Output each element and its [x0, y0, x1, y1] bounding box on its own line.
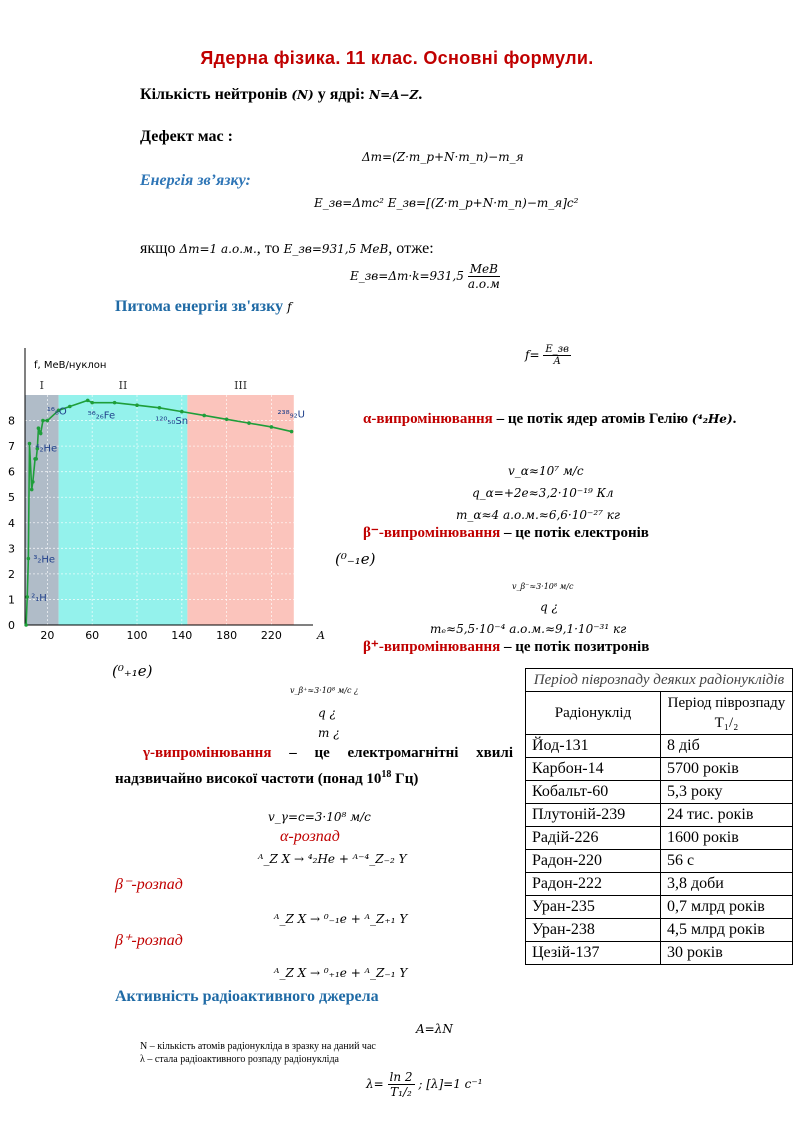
specific-label-text: Питома енергія зв'язку [115, 298, 284, 315]
energy-k-num: MeB [469, 262, 498, 276]
if-suffix: , отже: [388, 240, 434, 257]
nuclide-cell: Йод-131 [526, 735, 661, 758]
chart-point [290, 430, 294, 434]
gamma-paragraph [115, 742, 513, 790]
table-row [526, 804, 793, 827]
beta-plus-text: – це потік позитронів [500, 639, 650, 655]
alpha-decay-eq: ᴬ_Z X → ⁴₂He + ᴬ⁻⁴_Z₋₂ Y [258, 852, 407, 866]
table-header-row [526, 692, 793, 735]
chart-point [31, 480, 35, 484]
beta-plus-velocity: v_β⁺≈3·10⁸ м/с ¿ [290, 686, 359, 695]
chart-x-tick: 140 [171, 629, 193, 642]
gamma-name: γ-випромінювання [143, 745, 272, 761]
alpha-name: α-випромінювання [363, 411, 493, 427]
alpha-paragraph: α-випромінювання – це потік ядер атомів Гелію (⁴₂He). [363, 411, 737, 427]
beta-minus-charge: q ¿ [540, 600, 558, 614]
header-period: Період піврозпаду T₁/₂ [661, 692, 793, 735]
lambda-num: ln 2 [389, 1070, 413, 1084]
if-mid: , то [256, 240, 280, 257]
table-caption: Період піврозпаду деяких радіонуклідів [526, 669, 793, 692]
chart-point [180, 410, 184, 414]
chart-y-tick: 2 [8, 567, 15, 581]
chart-point [25, 595, 29, 599]
activity-note-n: N – кількість атомів радіонукліда в зразку на даний час [140, 1041, 376, 1052]
if-cond: Δm=1 а.о.м. [179, 242, 257, 256]
alpha-nucleus: (⁴₂He) [691, 412, 733, 426]
period-cell: 3,8 доби [661, 873, 793, 896]
chart-point [225, 417, 229, 421]
beta-plus-mass: m ¿ [318, 726, 340, 740]
chart-annotation: ²₁H [31, 592, 47, 604]
table-row [526, 850, 793, 873]
nuclide-cell: Радон-222 [526, 873, 661, 896]
beta-plus-paragraph [335, 636, 738, 658]
chart-region-label: II [118, 379, 128, 392]
beta-minus-velocity: v_β⁻≈3·10⁸ м/с [512, 582, 574, 591]
chart-point [135, 403, 139, 407]
beta-minus-mass: mₑ≈5,5·10⁻⁴ а.о.м.≈9,1·10⁻³¹ кг [430, 622, 627, 636]
chart-annotation: ⁵⁶₂₆Fe [87, 410, 116, 422]
neutrons-label2: у ядрі: [313, 86, 366, 103]
neutrons-formula: N=A−Z [369, 88, 419, 102]
alpha-text: – це потік ядер атомів Гелію [492, 411, 692, 427]
chart-y-tick: 4 [8, 516, 15, 530]
table-row [526, 896, 793, 919]
chart-y-tick: 0 [8, 619, 15, 632]
energy-k-den: а.о.м [467, 277, 500, 291]
chart-annotation: ⁴₂He [35, 443, 58, 455]
chart-annotation: ²³⁸₉₂U [277, 409, 305, 421]
chart-point [30, 488, 34, 492]
period-cell: 30 років [661, 942, 793, 965]
half-life-table [525, 668, 793, 965]
chart-y-tick: 5 [8, 491, 15, 505]
period-cell: 5700 років [661, 758, 793, 781]
activity-note-lambda: λ – стала радіоактивного розпаду радіонукліда [140, 1054, 339, 1065]
chart-point [90, 401, 94, 405]
nuclide-cell: Плутоній-239 [526, 804, 661, 827]
period-cell: 1600 років [661, 827, 793, 850]
chart-point [46, 419, 50, 423]
chart-point [86, 399, 90, 403]
chart-y-tick: 8 [8, 414, 15, 428]
chart-y-tick: 1 [8, 593, 15, 607]
chart-annotation: ³₂He [33, 554, 56, 566]
binding-energy-chart [0, 340, 340, 650]
table-row [526, 827, 793, 850]
period-cell: 24 тис. років [661, 804, 793, 827]
period-cell: 0,7 млрд років [661, 896, 793, 919]
energy-k-formula [350, 262, 500, 291]
lambda-formula [366, 1070, 483, 1099]
beta-plus-decay-label: β⁺-розпад [115, 932, 183, 949]
binding-energy-label: Енергія зв’язку: [140, 172, 251, 189]
lambda-lhs: λ= [366, 1077, 384, 1091]
chart-x-tick: 60 [85, 629, 100, 642]
if-line [140, 240, 434, 258]
specific-den: A [553, 356, 561, 367]
lambda-den: T₁/₂ [390, 1085, 412, 1099]
nuclide-cell: Кобальт-60 [526, 781, 661, 804]
nuclide-cell: Карбон-14 [526, 758, 661, 781]
chart-y-tick: 7 [8, 440, 15, 454]
table-row [526, 781, 793, 804]
beta-minus-particle: (⁰₋₁e) [335, 550, 376, 568]
header-nuclide: Радіонуклід [526, 692, 661, 735]
chart-point [68, 405, 72, 409]
table-row [526, 735, 793, 758]
chart-point [27, 557, 31, 561]
alpha-charge: q_α=+2e≈3,2·10⁻¹⁹ Кл [472, 486, 614, 500]
beta-plus-name: β⁺-випромінювання [363, 639, 501, 655]
chart-point [202, 414, 206, 418]
chart-point [37, 426, 41, 430]
chart-point [28, 442, 32, 446]
page-title: Ядерна фізика. 11 клас. Основні формули. [200, 48, 594, 68]
if-prefix: якщо [140, 240, 176, 257]
nuclide-cell: Радон-220 [526, 850, 661, 873]
chart-point [34, 457, 38, 461]
activity-label: Активність радіоактивного джерела [115, 988, 379, 1005]
table-row [526, 873, 793, 896]
beta-plus-particle: (⁰₊₁e) [112, 662, 153, 680]
specific-num: E_зв [545, 344, 569, 355]
energy-k-lhs: E_зв=Δm·k=931,5 [350, 269, 464, 283]
specific-energy-label [115, 298, 292, 316]
neutrons-symbol: (N) [291, 88, 314, 102]
nuclide-cell: Уран-235 [526, 896, 661, 919]
lambda-rhs: ; [λ]=1 c⁻¹ [418, 1077, 483, 1091]
mass-defect-formula: Δm=(Z·m_p+N·m_n)−m_я [362, 150, 524, 164]
alpha-velocity: v_α≈10⁷ м/с [508, 464, 584, 478]
table-body [526, 735, 793, 965]
beta-plus-charge: q ¿ [318, 706, 336, 720]
alpha-decay-label: α-розпад [280, 828, 340, 845]
period-cell: 56 с [661, 850, 793, 873]
nuclide-cell: Цезій-137 [526, 942, 661, 965]
alpha-mass: m_α≈4 а.о.м.≈6,6·10⁻²⁷ кг [456, 508, 620, 522]
chart-annotation: ¹⁶₈O [46, 406, 67, 418]
chart-point [270, 425, 274, 429]
chart-y-label: f, МеВ/нуклон [34, 360, 107, 371]
chart-point [41, 419, 45, 423]
beta-minus-name: β⁻-випромінювання [363, 525, 501, 541]
gamma-text: – це електромагнітні хвилі надзвичайно високої частоти (понад 10 [115, 745, 513, 787]
neutrons-dot: . [418, 86, 423, 103]
specific-symbol: f [287, 300, 292, 314]
specific-formula [525, 344, 571, 367]
nuclide-cell: Уран-238 [526, 919, 661, 942]
chart-point [247, 421, 251, 425]
chart-x-tick: 20 [40, 629, 55, 642]
mass-defect-label: Дефект мас : [140, 128, 233, 145]
nuclide-cell: Радій-226 [526, 827, 661, 850]
table-row [526, 919, 793, 942]
table-caption-row [526, 669, 793, 692]
chart-annotation: ¹²⁰₅₀Sn [155, 415, 189, 427]
period-cell: 4,5 млрд років [661, 919, 793, 942]
neutrons-label: Кількість нейтронів [140, 86, 288, 103]
chart-y-tick: 6 [8, 465, 15, 479]
chart-x-tick: 220 [260, 629, 282, 642]
table-row [526, 758, 793, 781]
beta-minus-decay-eq: ᴬ_Z X → ⁰₋₁e + ᴬ_Z₊₁ Y [274, 912, 408, 926]
beta-minus-text: – це потік електронів [500, 525, 649, 541]
activity-formula: A=λN [416, 1022, 453, 1036]
gamma-text2: Гц) [391, 771, 419, 787]
neutrons-line [140, 86, 422, 104]
if-result: E_зв=931,5 MeB [283, 242, 389, 256]
chart-region-label: III [234, 379, 248, 392]
gamma-velocity: v_γ=c=3·10⁸ м/с [268, 810, 371, 824]
chart-x-tick: 180 [216, 629, 238, 642]
beta-plus-decay-eq: ᴬ_Z X → ⁰₊₁e + ᴬ_Z₋₁ Y [274, 966, 408, 980]
gamma-exp: 18 [381, 769, 392, 780]
binding-energy-formula: E_зв=Δmc² E_зв=[(Z·m_p+N·m_n)−m_я]c² [314, 196, 579, 210]
period-cell: 8 діб [661, 735, 793, 758]
chart-region-label: I [39, 379, 44, 392]
chart-region [187, 395, 293, 625]
chart-y-tick: 3 [8, 542, 15, 556]
chart-point [24, 623, 28, 627]
chart-region [59, 395, 188, 625]
beta-minus-paragraph [335, 522, 738, 544]
chart-x-tick: 100 [126, 629, 148, 642]
chart-x-label: A [317, 629, 325, 642]
specific-lhs: f= [525, 348, 540, 362]
table-row [526, 942, 793, 965]
beta-minus-decay-label: β⁻-розпад [115, 876, 183, 893]
chart-point [158, 406, 162, 410]
period-cell: 5,3 року [661, 781, 793, 804]
chart-point [113, 401, 117, 405]
chart-point [39, 432, 43, 436]
